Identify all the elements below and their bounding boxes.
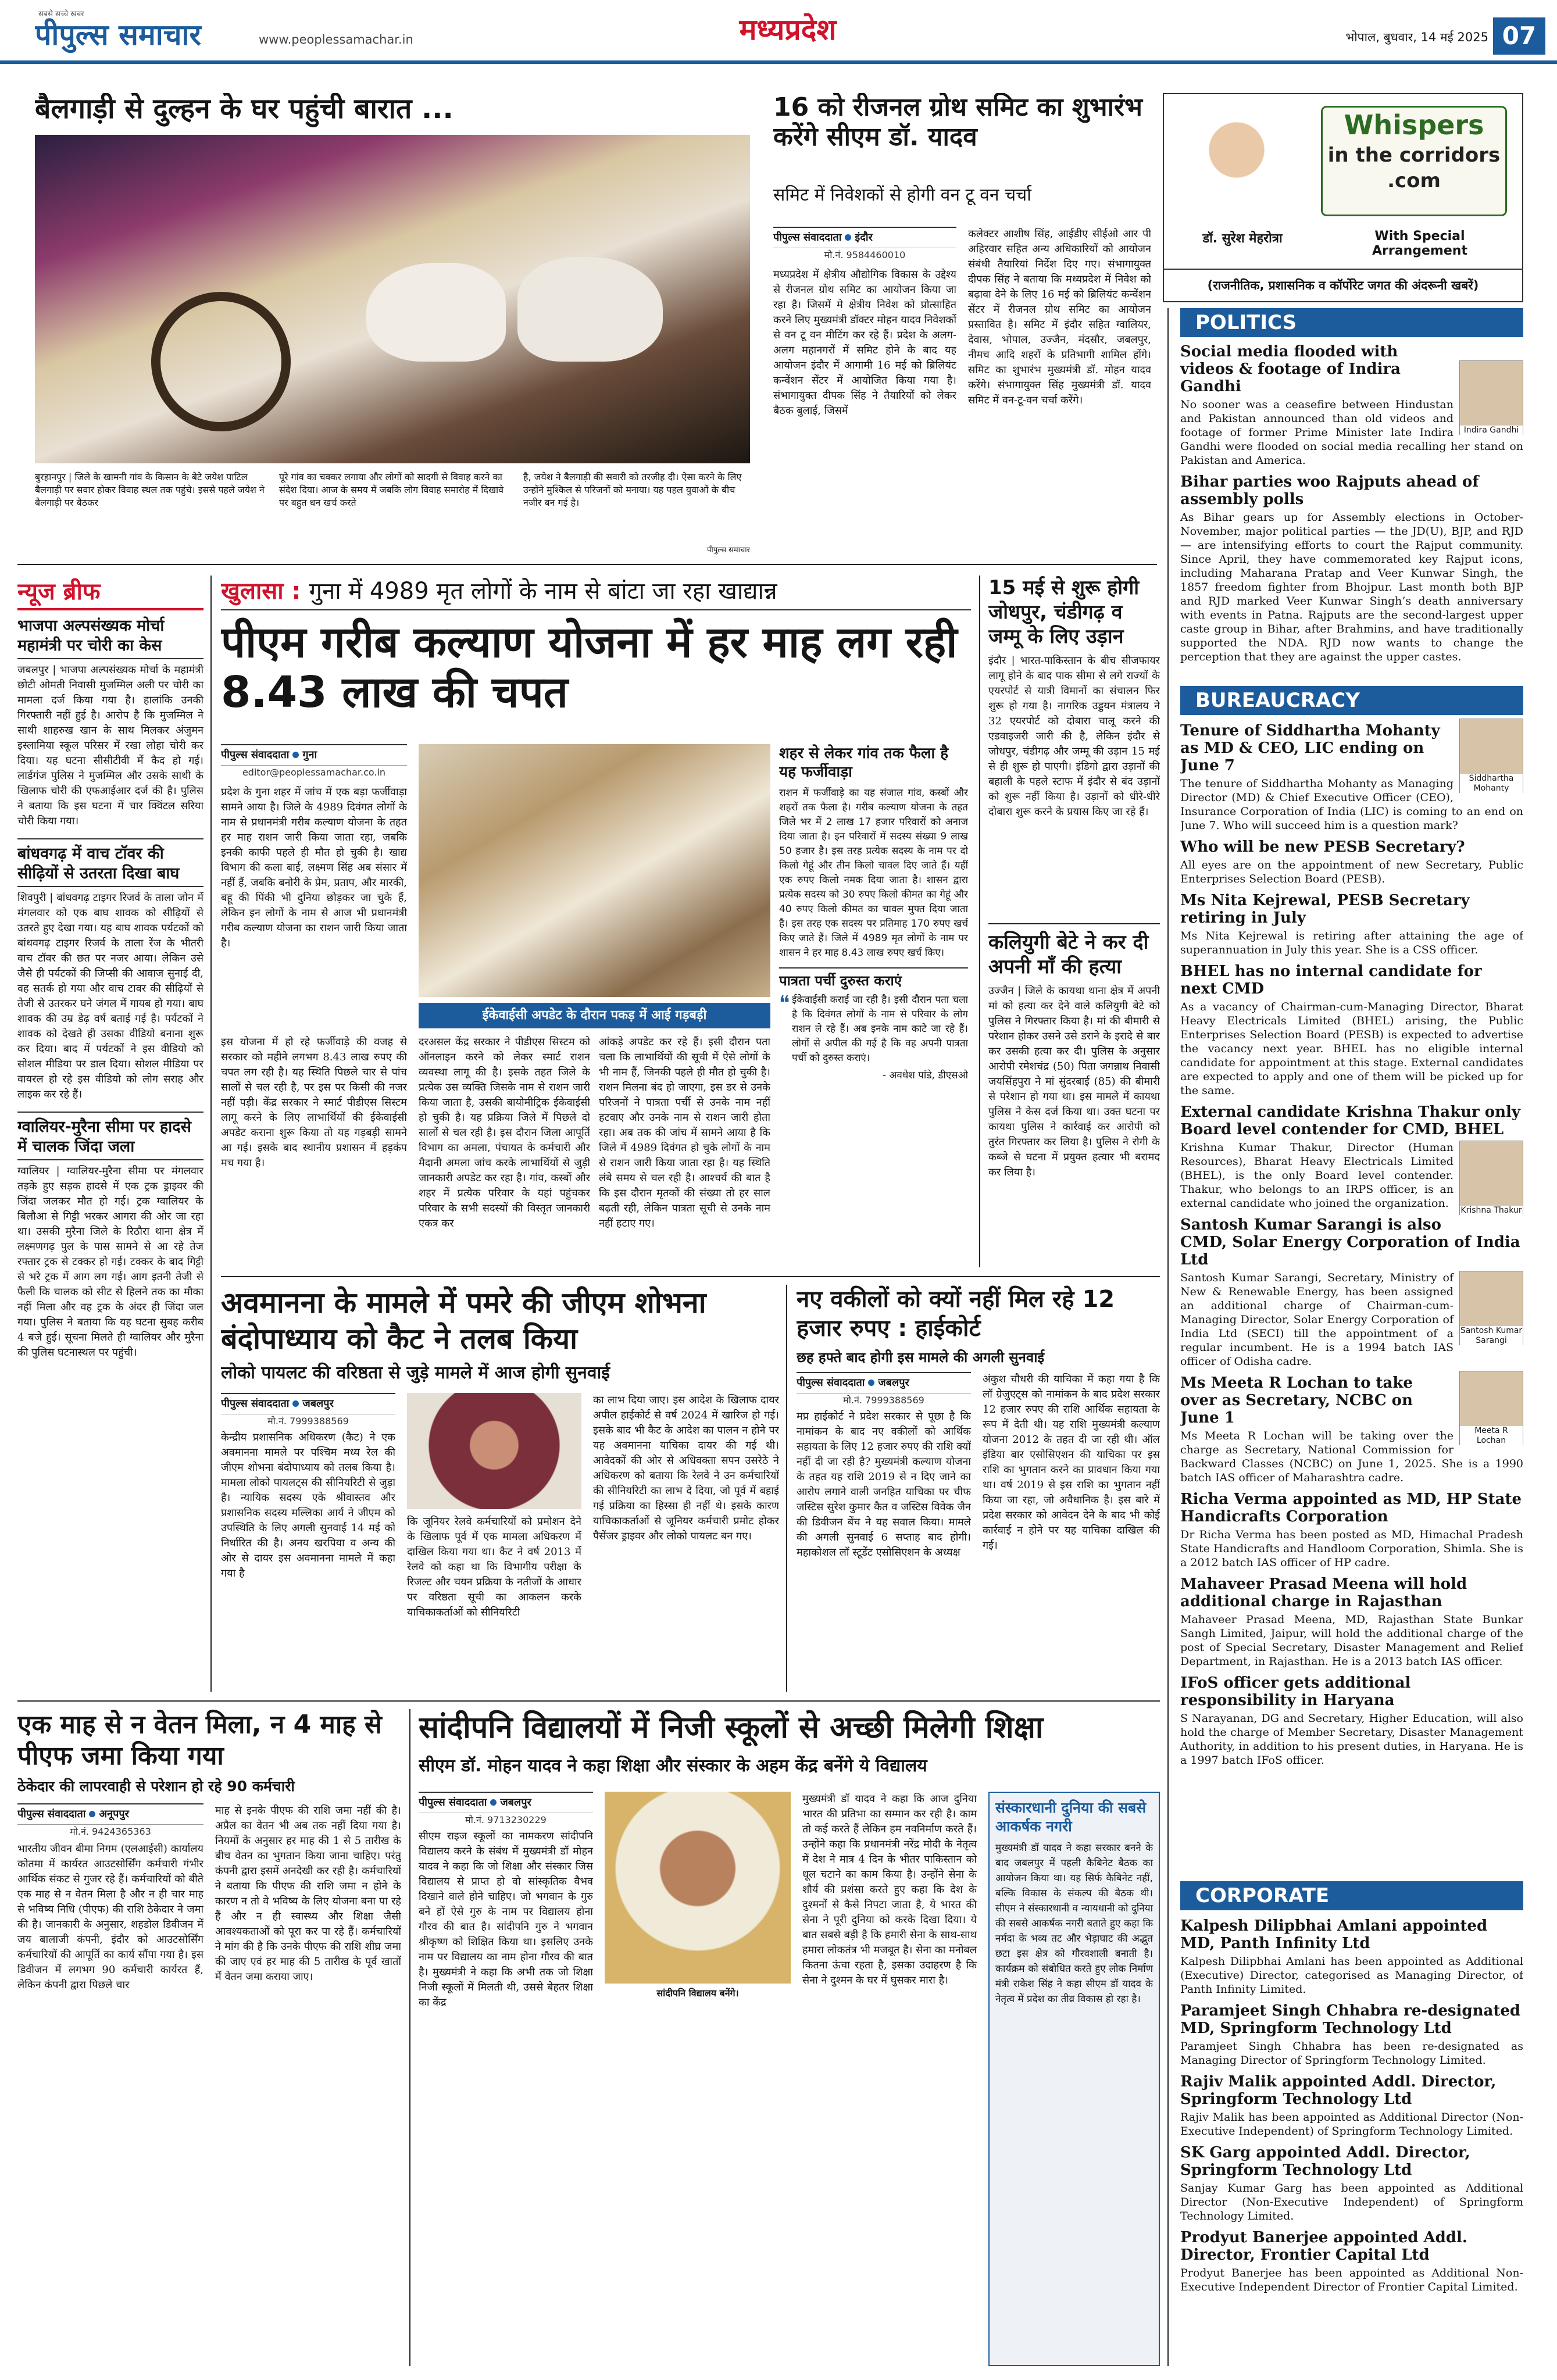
body-col3: मुख्यमंत्री डॉ यादव ने कहा कि आज दुनिया भारत की प्रतिभा का सम्मान कर रही है। काम तो कई करते हैं लेकिन हम नवनिर्माण करते हैं। उन्होंने कहा कि प्रधानमंत्री नरेंद्र मोदी के नेतृत्व में देश ने मात्र 4 दिन के भीतर पाकिस्तान को धूल चटाने का काम किया है। उन्होंने सेना के शौर्य की प्रशंसा करते हुए कहा कि देश के दुश्मनों से कैसे निपटा जाता है, ये भारत की सेना ने पूरी दुनिया को करके दिखा दिया। ये बात सबसे बड़ी है कि हमारी सेना के साथ-साथ हमारा लोकतंत्र भी मजबूत है। सेना का मनोबल कितना ऊंचा रहता है, इसका उदाहरण है कि सेना ने दुश्मन के घर में घुसकर मारा है। bbox=[802, 1793, 977, 1986]
brief-3-body: ग्वालियर | ग्वालियर-मुरैना सीमा पर मंगलवार तड़के हुए सड़क हादसे में एक ट्रक ड्राइवर की जिंदा जलकर मौत हो गई। ट्रक ग्वालियर के बिलौआ से गिट्टी भरकर आगरा की ओर जा रहा था। उसकी मुरैना जिले के रिठौरा थाना क्षेत्र में लक्ष्मणगढ़ पुल के पास सामने से आ रहे तेज रफ्तार ट्रक से टक्कर हो गई। टक्कर के बाद गिट्टी से भरे ट्रक में आग लग गई। आग इतनी तेजी से फैली कि चालक को सीट से हिलने तक का मौका नहीं मिला और वह ट्रक के अंदर ही जिंदा जल गया। पुलिस ने बताया कि यह घटना सुबह करीब 4 बजे हुई। सूचना मिलते ही ग्वालियर और मुरैना की पुलिस घटनास्थल पर पहुंची। bbox=[17, 1165, 203, 1359]
headline: पीएम गरीब कल्याण योजना में हर माह लग रही 8.43 लाख की चपत bbox=[221, 617, 958, 717]
indira-gandhi-photo bbox=[1459, 360, 1523, 435]
siddhartha-mohanty-photo bbox=[1459, 719, 1523, 793]
bullock-left bbox=[366, 263, 506, 362]
photo-caption: Indira Gandhi bbox=[1460, 426, 1523, 435]
news-brief bbox=[17, 576, 203, 1692]
headline: 16 को रीजनल ग्रोथ समिट का शुभारंभ करेंगे सीएम डॉ. यादव bbox=[773, 93, 1142, 152]
bureaucracy-item-4-body: As a vacancy of Chairman-cum-Managing Director, Bharat Heavy Electricals Limited (BHEL) arising, the Public Enterprises Selection Board (PESB) is expected to advertise the vacancy next year. BHEL has no eligible internal candidate for appointment at this stage. External candidates are expected to apply and one of them will be picked up for the same. bbox=[1180, 1000, 1523, 1097]
bureaucracy-item-1-title: Tenure of Siddhartha Mohanty as MD & CEO, LIC ending on June 7 bbox=[1180, 722, 1440, 774]
corporate-item-2-body: Paramjeet Singh Chhabra has been re-designated as Managing Director of Springform Technology Limited. bbox=[1180, 2040, 1523, 2067]
bullet-icon bbox=[845, 234, 851, 241]
byline-block bbox=[17, 1803, 203, 1839]
bureaucracy-item-5-title: External candidate Krishna Thakur only Board level contender for CMD, BHEL bbox=[1180, 1103, 1521, 1138]
bureaucracy-item-3-title: Ms Nita Kejrewal, PESB Secretary retiring in July bbox=[1180, 892, 1470, 927]
wedding-photo bbox=[35, 135, 750, 463]
reporter-email[interactable]: editor@peoplessamachar.co.in bbox=[242, 767, 386, 778]
sidebar-body: मुख्यमंत्री डॉ यादव ने कहा सरकार बनने के बाद जबलपुर में पहली कैबिनेट बैठक का आयोजन किया था। यह सिर्फ कैबिनेट नहीं, बल्कि विकास के संकल्प की बैठक थी। सीएम ने संस्कारधानी व न्यायधानी को दुनिया की सबसे आकर्षक नगरी बताते हुए कहा कि नर्मदा के भव्य तट और भेड़ाघाट की अद्भुत छटा इस क्षेत्र को गौरवशाली बनाती है। कार्यक्रम को संबोधित करते हुए लोक निर्माण मंत्री राकेश सिंह ने कहा सीएम डॉ यादव के नेतृत्व में प्रदेश का तीव्र विकास हो रहा है। bbox=[995, 1842, 1153, 2005]
byline bbox=[773, 227, 956, 248]
story-ration-fraud bbox=[221, 576, 971, 1267]
byline-name: पीपुल्स संवाददाता bbox=[773, 231, 842, 244]
grain-photo bbox=[419, 744, 770, 997]
politics-item-1-body: No sooner was a ceasefire between Hindustan and Pakistan announced than old videos and footage of former Prime Minister late Indira Gandhi were flooded on social media recalling her stand on Pakistan and America. bbox=[1180, 398, 1523, 467]
politics-item-2-body: As Bihar gears up for Assembly elections in October-November, major political parties — the JD(U), BJP, and RJD — are intensifying efforts to court the Rajput community. Since April, they have commemorated key Rajput icons, including Maharana Pratap and Veer Kunwar Singh, the 1857 freedom fighter from Bhojpur. Last month both BJP and RJD marked Veer Kunwar Singh’s death anniversary with events in Patna. Rajputs are the second-largest upper caste group in Bihar, after Brahmins, and have traditionally supported the NDA. RJD now wants to change the perception that they are against the upper castes. bbox=[1180, 511, 1523, 663]
byline-name: पीपुल्स संवाददाता bbox=[221, 749, 290, 761]
byline-place: जबलपुर bbox=[302, 1398, 334, 1410]
byline-place: इंदौर bbox=[855, 231, 873, 244]
bureaucracy-item-2-body: All eyes are on the appointment of new Secretary, Public Enterprises Selection Board (PESB). bbox=[1180, 859, 1523, 885]
krishna-thakur-photo bbox=[1459, 1141, 1523, 1215]
bureaucracy-item-3-body: Ms Nita Kejrewal is retiring after attaining the age of superannuation in July this year. She is a CSS officer. bbox=[1180, 930, 1523, 956]
bureaucracy-item-6-body: Santosh Kumar Sarangi, Secretary, Ministry of New & Renewable Energy, has been assigned an additional charge of Chairman-cum-Managing Director, Solar Energy Corporation of India Ltd (SECI) till the appointment of a regular incumbent. He is a 1994 batch IAS officer of Odisha cadre. bbox=[1180, 1271, 1454, 1368]
body-col4: आंकड़े अपडेट कर रहे हैं। इसी दौरान पता चला कि लाभार्थियों की सूची में ऐसे लोगों के भी नाम हैं, जिनकी पहले ही मौत हो चुकी है। राशन मिलना बंद हो जाएगा, इस डर से उनके परिजनों ने पात्रता पर्ची से उनके नाम नहीं हटवाए और उनके नाम से राशन जारी होता रहा। अब तक की जांच में सामने आया है कि जिले में 4989 दिवंगत हो चुके लोगों के नाम से राशन जारी किया जाता रहा है। यह स्थिति लंबे समय से चल रही है। आश्चर्य की बात है कि इस दौरान मृतकों की संख्या तो हर साल बढ़ती रही, लेकिन पात्रता सूची से उनके नाम नहीं हटाए गए। bbox=[599, 1036, 770, 1230]
brief-1-body: जबलपुर | भाजपा अल्पसंख्यक मोर्चा के महामंत्री छोटी ओमती निवासी मुजम्मिल अली पर चोरी का मामला दर्ज किया गया है। हालांकि उनकी गिरफ्तारी नहीं हुई है। आरोप है कि मुजम्मिल ने साथी शाहरुख खान के साथ मिलकर अंजुमन इस्लामिया स्कूल परिसर में रखा लोहा चोरी कर दिया। यह घटना सीसीटीवी में कैद हो गई। लार्डगंज पुलिस ने मुजम्मिल और उसके साथी के खिलाफ चोरी की एफआईआर दर्ज की है। पुलिस ने बताया कि इस घटना में चार क्विंटल सरिया चोरी किया गया। bbox=[17, 664, 203, 827]
author-photo bbox=[1181, 106, 1292, 222]
bureaucracy-item-5-body: Krishna Kumar Thakur, Director (Human Resources), Bharat Heavy Electricals Limited (BHEL), is the only Board level contender. Thakur, who belongs to an IRPS officer, is an external candidate who joined the organization. bbox=[1180, 1141, 1454, 1210]
headline: सांदीपनि विद्यालयों में निजी स्कूलों से अच्छी मिलेगी शिक्षा bbox=[419, 1710, 1044, 1745]
body-col1: सीएम राइज स्कूलों का नामकरण सांदीपनि विद्यालय करने के संबंध में मुख्यमंत्री डॉ मोहन यादव ने कहा कि जो शिक्षा और संस्कार जिस विद्यालय से प्राप्त हो वो सांस्कृतिक वैभव दिखाने वाले होने चाहिए। जो भगवान के गुरु बने हों ऐसे गुरु के नाम पर विद्यालय होना गौरव की बात है। सांदीपनि गुरु ने भगवान श्रीकृष्ण को शिक्षित किया था। इसलिए उनके नाम पर विद्यालय का नाम होना गौरव की बात है। मुख्यमंत्री ने कहा कि अभी तक जो शिक्षा निजी स्कूलों में मिलती थी, उससे बेहतर शिक्षा का केंद्र bbox=[419, 1830, 593, 2009]
story-sandipani-schools bbox=[419, 1709, 1160, 2366]
paper-logo-text: पीपुल्स समाचार bbox=[35, 18, 201, 52]
bullet-icon bbox=[292, 1400, 299, 1407]
body: इंदौर | भारत-पाकिस्तान के बीच सीजफायर लागू होने के बाद पाक सीमा से लगे राज्यों के एयरपोर्ट से यात्री विमानों का संचालन फिर शुरू हो गया है। नागरिक उड्डयन मंत्रालय ने 32 एयरपोर्ट को दोबारा चालू करने की एडवाइजरी जारी की है, लेकिन इंदौर से जोधपुर, चंडीगढ़ और जम्मू की उड़ान 15 मई से ही शुरू हो पाएगी। इंडिगो द्वारा उड़ानों की बहाली के पहले स्टाफ में इंदौर से बंद उड़ानों को शुरू नहीं किया है। उड़ानों को धीरे-धीरे दोबारा शुरू करने के प्रयास किए जा रहे हैं। bbox=[988, 655, 1160, 818]
body-col1: केन्द्रीय प्रशासनिक अधिकरण (कैट) ने एक अवमानना मामले पर पश्चिम मध्य रेल की जीएम शोभना बंदोपाध्याय को तलब किया है। मामला लोको पायलट्स की सीनियरिटी से जुड़ा है। न्यायिक सदस्य एके श्रीवास्तव और प्रशासनिक सदस्य मल्लिका आर्य ने जीएम को उपस्थिति के लिए अगली सुनवाई 14 मई को निर्धारित की है। अनय खरपिया व अन्य की ओर से दायर इस अवमानना मामले में कहा गया है bbox=[221, 1431, 395, 1579]
kicker-label: खुलासा : bbox=[221, 578, 301, 605]
brief-2-title: बांधवगढ़ में वाच टॉवर की सीढ़ियों से उतरता दिखा बाघ bbox=[17, 838, 203, 887]
politics-item-2-title: Bihar parties woo Rajputs ahead of assembly polls bbox=[1180, 473, 1479, 508]
body-col1: प्रदेश के गुना शहर में जांच में एक बड़ा फर्जीवाड़ा सामने आया है। जिले के 4989 दिवंगत लोगों के नाम से प्रधानमंत्री गरीब कल्याण योजना के तहत हर माह राशन जारी किया जाता रहा, जबकि इनकी काफी पहले ही मौत हो चुकी है। खाद्य विभाग की कला बाई, लक्ष्मण सिंह अब संसार में नहीं हैं, जबकि बनोरी के प्रेम, प्रताप, और मारकी, बहू की पिंकी भी दुनिया छोड़कर जा चुके हैं, लेकिन इन लोगों के नाम से आज भी प्रधानमंत्री गरीब कल्याण योजना का राशन जारी किया जाता है। bbox=[221, 786, 407, 949]
sidebar-body: राशन में फर्जीवाड़े का यह संजाल गांव, कस्बों और शहरों तक फैला है। गरीब कल्याण योजना के तहत जिले भर में 2 लाख 17 हजार परिवारों को अनाज दिया जाता है। इन परिवारों में सदस्य संख्या 9 लाख 50 हजार है। इस तरह प्रत्येक सदस्य के नाम पर दो किलो गेहूं और तीन किलो चावल दिए जाते हैं। यहीं एक रुपए किलो नमक दिया जाता है। शासन द्वारा प्रत्येक सदस्य को 30 रुपए किलो कीमत का गेहूं और 40 रुपए किलो कीमत का चावल मुफ्त दिया जाता है। इस तरह एक सदस्य पर प्रतिमाह 170 रुपए खर्च किए जाते हैं। जिले में 4989 मृत लोगों के नाम पर शासन ने हर माह 8.43 लाख रुपए खर्च किए। bbox=[779, 787, 968, 959]
story-unpaid-workers bbox=[17, 1709, 401, 2366]
column-rule-right bbox=[1167, 308, 1169, 2366]
byline bbox=[419, 1792, 593, 1813]
rule-lower-band bbox=[17, 1700, 1160, 1702]
deck: सीएम डॉ. मोहन यादव ने कहा शिक्षा और संस्कार के अहम केंद्र बनेंगे ये विद्यालय bbox=[419, 1756, 927, 1776]
byline-name: पीपुल्स संवाददाता bbox=[17, 1808, 86, 1820]
corporate-item-5-body: Prodyut Banerjee has been appointed as Additional Non-Executive Independent Director of Frontier Capital Limited. bbox=[1180, 2267, 1523, 2293]
site-url[interactable]: www.peoplessamachar.in bbox=[259, 33, 413, 47]
bullet-icon bbox=[292, 752, 299, 758]
story-flights bbox=[988, 576, 1160, 924]
byline-place: अनूपपुर bbox=[99, 1808, 129, 1820]
deck: ठेकेदार की लापरवाही से परेशान हो रहे 90 कर्मचारी bbox=[17, 1778, 295, 1795]
deck: छह हफ्ते बाद होगी इस मामले की अगली सुनवाई bbox=[797, 1349, 1045, 1366]
quote-source: - अवधेश पांडे, डीएसओ bbox=[882, 1070, 968, 1081]
body-col2: कलेक्टर आशीष सिंह, आईडीए सीईओ आर पी अहिरवार सहित अन्य अधिकारियों को आयोजन संबंधी तैयारियां निर्देश दिए गए। संभागायुक्त दीपक सिंह ने बताया कि मध्यप्रदेश में निवेश को बढ़ावा देने के लिए 16 मई को ब्रिलियंट कन्वेंशन सेंटर में रीजनल ग्रोथ समिट का आयोजन प्रस्तावित है। समिट में इंदौर सहित ग्वालियर, देवास, भोपाल, उज्जैन, मंदसौर, जबलपुर, नीमच आदि शहरों के प्रतिभागी शामिल होंगे। समिट का शुभारंभ मुख्यमंत्री डॉ. मोहन यादव करेंगे। संभागायुक्त सिंह मुख्यमंत्री डॉ. यादव समिट में वन-टू-वन चर्चा करेंगे। bbox=[968, 228, 1151, 406]
bureaucracy-item-6-title: Santosh Kumar Sarangi is also CMD, Solar Energy Corporation of India Ltd bbox=[1180, 1216, 1520, 1268]
byline bbox=[221, 744, 407, 766]
sidebar-title-2: पात्रता पर्ची दुरुस्त कराएं bbox=[779, 967, 968, 989]
reporter-mobile: मो.नं. 9713230229 bbox=[465, 1814, 547, 1825]
bureaucracy-item-1-body: The tenure of Siddhartha Mohanty as Managing Director (MD) & Chief Executive Officer (CEO), Insurance Corporation of India (LIC) is coming to an end on June 7. Who will succeed him is a question mark? bbox=[1180, 777, 1523, 832]
reporter-mobile: मो.नं. 7999388569 bbox=[267, 1416, 349, 1427]
section-title: मध्यप्रदेश bbox=[739, 13, 837, 47]
caption-col1: बुरहानपुर | जिले के खामनी गांव के किसान के बेटे जयेश पाटिल बैलगाड़ी पर सवार होकर विवाह स्थल तक पहुंचे। इससे पहले जयेश ने बैलगाड़ी पर बैठकर bbox=[35, 471, 265, 508]
story-bullock-cart bbox=[35, 93, 750, 558]
headline: अवमानना के मामले में पमरे की जीएम शोभना बंदोपाध्याय को कैट ने तलब किया bbox=[221, 1286, 706, 1356]
corporate-item-4-title: SK Garg appointed Addl. Director, Springform Technology Ltd bbox=[1180, 2144, 1470, 2179]
body-col2: कि जूनियर रेलवे कर्मचारियों को प्रमोशन देने के खिलाफ पूर्व में एक मामला अधिकरण में दाखिल किया गया था। कैट ने वर्ष 2013 में रेलवे को कहा था कि विभागीय परीक्षा के रिजल्ट और चयन प्रक्रिया के नतीजों के आधार पर वरिष्ठता सूची का आकलन करके याचिकाकर्ताओं को सीनियरिटी bbox=[407, 1516, 581, 1618]
column-rule-mid bbox=[979, 576, 980, 1267]
reporter-mobile: मो.नं. 9584460010 bbox=[824, 249, 906, 260]
photo-caption: Siddhartha Mohanty bbox=[1460, 774, 1523, 794]
photo-caption: Santosh Kumar Sarangi bbox=[1460, 1326, 1523, 1345]
byline-place: गुना bbox=[302, 749, 317, 761]
bureaucracy-item-2-title: Who will be new PESB Secretary? bbox=[1180, 838, 1465, 856]
byline-block bbox=[797, 1372, 971, 1407]
photo-credit: पीपुल्स समाचार bbox=[707, 546, 750, 555]
body-col1: मध्यप्रदेश में क्षेत्रीय औद्योगिक विकास के उद्देश्य से रीजनल ग्रोथ समिट का आयोजन किया जा रहा है। जिसमें मे क्षेत्रीय निवेश को प्रोत्साहित करने लिए मुख्यमंत्री डॉक्टर मोहन यादव निवेशकों से वन टू वन मीटिंग कर रहे हैं। प्रदेश के अलग-अलग महानगरों में समिट होने के बाद यह आयोजन इंदौर में आगामी 16 मई को ब्रिलियंट कन्वेंशन सेंटर में आयोजित किया गया है। संभागायुक्त दीपक सिंह ने तैयारियों को लेकर बैठक बुलाई, जिसमें bbox=[773, 269, 956, 417]
logo-line2: in the corridors bbox=[1327, 144, 1501, 167]
masthead bbox=[0, 0, 1557, 64]
body-col2: माह से इनके पीएफ की राशि जमा नहीं की है। अप्रैल का वेतन भी अब तक नहीं दिया गया है। नियमों के अनुसार हर माह की 1 से 5 तारीख के बीच वेतन का भुगतान किया जाना चाहिए। परंतु कंपनी द्वारा इसमें अनदेखी कर रही है। कर्मचारियों ने बताया कि पीएफ की राशि जमा न होने के कारण न तो वे भविष्य के लिए योजना बना पा रहे हैं और न ही स्वास्थ्य और शिक्षा जैसी आवश्यकताओं को पूरा कर पा रहे हैं। कर्मचारियों ने मांग की है कि उनके पीएफ की राशि शीघ्र जमा की जाए एवं हर माह की 5 तारीख के पूर्व खातों में वेतन जमा कराया जाए। bbox=[215, 1804, 401, 1983]
byline-name: पीपुल्स संवाददाता bbox=[797, 1377, 865, 1389]
kicker-text: गुना में 4989 मृत लोगों के नाम से बांटा जा रहा खाद्यान्न bbox=[309, 578, 777, 605]
story-growth-summit bbox=[773, 93, 1151, 558]
headline: एक माह से न वेतन मिला, न 4 माह से पीएफ जमा किया गया bbox=[17, 1710, 382, 1771]
rule-under-top bbox=[17, 564, 1157, 565]
bureaucracy-item-9-body: Mahaveer Prasad Meena, MD, Rajasthan State Bunkar Sangh Limited, Jaipur, will hold the additional charge of the post of Special Secretary, Disaster Management and Relief Department, in Rajasthan. He is a 2013 batch IAS officer. bbox=[1180, 1613, 1523, 1668]
whispers-header bbox=[1163, 93, 1523, 302]
page-number: 07 bbox=[1493, 17, 1545, 55]
meeta-lochan-photo bbox=[1459, 1371, 1523, 1445]
headline: नए वकीलों को क्यों नहीं मिल रहे 12 हजार रुपए : हाईकोर्ट bbox=[797, 1286, 1115, 1342]
sidebar-title: शहर से लेकर गांव तक फैला है यह फर्जीवाड़ा bbox=[779, 745, 949, 781]
gm-photo bbox=[407, 1393, 581, 1509]
story-new-lawyers bbox=[797, 1285, 1160, 1692]
sidebar-title: संस्कारधानी दुनिया की सबसे आकर्षक नगरी bbox=[995, 1799, 1147, 1835]
bureaucracy-item-7-title: Ms Meeta R Lochan to take over as Secretary, NCBC on June 1 bbox=[1180, 1374, 1413, 1427]
arrangement: With Special Arrangement bbox=[1372, 229, 1467, 258]
body-col1: भारतीय जीवन बीमा निगम (एलआईसी) कार्यालय कोतमा में कार्यरत आउटसोर्सिंग कर्मचारी गंभीर आर्थिक संकट से गुजर रहे हैं। कर्मचारियों को बीते एक माह से न वेतन मिला है और न ही चार माह से भविष्य निधि (पीएफ) की राशि ठेकेदार ने जमा की है। जानकारी के अनुसार, शहडोल डिवीजन में जय बालाजी कंपनी, इंदौर को आउटसोर्सिंग कर्मचारियों की आपूर्ति का कार्य सौंपा गया है। इस डिवीजन में लगभग 90 कर्मचारी कार्यरत हैं, लेकिन कंपनी द्वारा पिछले चार bbox=[17, 1843, 203, 1991]
deck: समिट में निवेशकों से होगी वन टू वन चर्चा bbox=[773, 185, 1031, 205]
bullet-icon bbox=[490, 1799, 497, 1806]
byline-place: जबलपुर bbox=[878, 1377, 909, 1389]
bureaucracy-items bbox=[1180, 716, 1523, 1877]
story-cat-contempt bbox=[221, 1285, 779, 1692]
bureaucracy-item-8-title: Richa Verma appointed as MD, HP State Handicrafts Corporation bbox=[1180, 1491, 1522, 1525]
bullet-icon bbox=[89, 1811, 95, 1817]
news-brief-title: न्यूज ब्रीफ bbox=[17, 576, 203, 610]
byline-name: पीपुल्स संवाददाता bbox=[419, 1796, 487, 1809]
byline bbox=[17, 1803, 203, 1825]
column-rule-left bbox=[210, 576, 212, 1692]
corporate-items bbox=[1180, 1911, 1523, 2365]
santosh-sarangi-photo bbox=[1459, 1271, 1523, 1345]
byline bbox=[797, 1372, 971, 1393]
bureaucracy-item-9-title: Mahaveer Prasad Meena will hold additional charge in Rajasthan bbox=[1180, 1575, 1467, 1610]
quote-text: ईकेवाईसी कराई जा रही है। इसी दौरान पता चला है कि दिवंगत लोगों के नाम से परिवार के लोग राशन ले रहे हैं। अब इनके नाम काटे जा रहे हैं। लोगों से अपील की गई है कि वह अपनी पात्रता पर्ची को दुरुस्त कराएं। bbox=[792, 994, 968, 1064]
reporter-mobile: मो.नं. 7999388569 bbox=[843, 1395, 924, 1406]
quote-icon: ❝ bbox=[779, 992, 790, 1015]
corporate-item-1-title: Kalpesh Dilipbhai Amlani appointed MD, Panth Infinity Ltd bbox=[1180, 1917, 1488, 1952]
banner bbox=[419, 1003, 770, 1028]
kicker bbox=[221, 576, 971, 610]
body-col2: इस योजना में हो रहे फर्जीवाड़े की वजह से सरकार को महीने लगभग 8.43 लाख रुपए की चपत लग रही है। यह स्थिति पिछले चार से पांच सालों से चल रही है, पर इस पर किसी की नजर नहीं पड़ी। केंद्र सरकार ने स्मार्ट पीडीएस सिस्टम लागू करने के लिए लाभार्थियों की ईकेवाईसी अपडेट कराना शुरू किया तो यह गड़बड़ी सामने आ गई। इसके बाद स्थानीय प्रशासन में हड़कंप मच गया है। bbox=[221, 1036, 407, 1169]
body: उज्जैन | जिले के कायथा थाना क्षेत्र में अपनी मां को हत्या कर देने वाले कलियुगी बेटे को पुलिस ने गिरफ्तार किया है। मां की बीमारी से परेशान होकर उसने उसे डराने के इरादे से बार कर उसकी हत्या कर दी। पुलिस के अनुसार आरोपी रमेशचंद्र (50) पिता जगन्नाथ निवासी जयसिंहपुरा ने मां सुंदरबाई (85) की बीमारी से परेशान हो गया था। इस मामले में कायथा पुलिस ने केस दर्ज किया था। उक्त घटना पर कायथा पुलिस ने कार्रवाई कर आरोपी को तुरंत गिरफ्तार कर लिया है। पुलिस ने रोगी के कब्जे से घटना में प्रयुक्त हत्यार भी बरामद कर लिया है। bbox=[988, 985, 1160, 1178]
whispers-tagline: (राजनीतिक, प्रशासनिक व कॉर्पोरेट जगत की अंदरूनी खबरें) bbox=[1164, 269, 1522, 301]
corporate-item-1-body: Kalpesh Dilipbhai Amlani has been appointed as Additional (Executive) Director, categorised as Managing Director, of Panth Infinity Limited. bbox=[1180, 1955, 1523, 1996]
photo-caption: सांदीपनि विद्यालय बनेंगे। bbox=[656, 1988, 739, 1999]
caption-col2: पूरे गांव का चक्कर लगाया और लोगों को सादगी से विवाह करने का संदेश दिया। आज के समय में जबकि लोग विवाह समारोह में दिखावे पर बहुत धन खर्च करते bbox=[279, 471, 504, 508]
bureaucracy-item-10-title: IFoS officer gets additional responsibility in Haryana bbox=[1180, 1674, 1411, 1709]
byline-name: पीपुल्स संवाददाता bbox=[221, 1398, 290, 1410]
bureaucracy-item-8-body: Dr Richa Verma has been posted as MD, Himachal Pradesh State Handicrafts and Handloom Corporation, Shimla. She is a 2012 batch IAS officer of HP cadre. bbox=[1180, 1528, 1523, 1569]
politics-items bbox=[1180, 337, 1523, 680]
politics-header: POLITICS bbox=[1180, 308, 1523, 337]
section-name bbox=[692, 8, 884, 55]
reporter-mobile: मो.नं. 9424365363 bbox=[70, 1826, 151, 1837]
paper-logo bbox=[35, 8, 256, 55]
corporate-item-3-body: Rajiv Malik has been appointed as Additional Director (Non-Executive Independent) of Springform Technology Limited. bbox=[1180, 2111, 1523, 2138]
column-rule-lower bbox=[409, 1709, 410, 2366]
cart-wheel bbox=[151, 292, 291, 431]
brief-1-title: भाजपा अल्पसंख्यक मोर्चा महामंत्री पर चोरी का केस bbox=[17, 616, 203, 659]
caption-col3: है, जयेश ने बैलगाड़ी की सवारी को तरजीह दी। ऐसा करने के लिए उन्होंने मुश्किल से परिजनों को मनाया। यह पहल युवाओं के बीच नजीर बन गई है। bbox=[523, 471, 742, 508]
column-rule-mid-2 bbox=[786, 1285, 787, 1692]
body-col3: दरअसल केंद्र सरकार ने पीडीएस सिस्टम को ऑनलाइन करने को लेकर स्मार्ट राशन व्यवस्था लागू की है। इसके तहत जिले के प्रत्येक उस व्यक्ति जिसके नाम से राशन जारी किया जाता है, उसकी बायोमीट्रिक ईकेवाईसी हो चुकी है। यह प्रक्रिया जिले में पिछले दो सालों से चल रही है। इस दौरान जिला आपूर्ति विभाग का अमला, पंचायत के कर्मचारी और मैदानी अमला जांच करके लाभार्थियों से जुड़ी जानकारी अपडेट कर रहा है। गांव, कस्बों और शहर में प्रत्येक परिवार के यहां पहुंचकर परिवार के सभी सदस्यों की विस्तृत जानकारी एकत्र कर bbox=[419, 1036, 590, 1230]
bureaucracy-item-7-body: Ms Meeta R Lochan will be taking over the charge as Secretary, National Commission for Backward Classes (NCBC) on June 1, 2025. She is a 1990 batch IAS officer of Maharashtra cadre. bbox=[1180, 1430, 1523, 1484]
sidebar-sanskardhani bbox=[988, 1792, 1160, 2366]
whispers-logo bbox=[1321, 106, 1507, 216]
politics-item-1-title: Social media flooded with videos & footage of Indira Gandhi bbox=[1180, 343, 1401, 395]
logo-line3: .com bbox=[1387, 169, 1441, 192]
body-col3: का लाभ दिया जाए। इस आदेश के खिलाफ दायर अपील हाईकोर्ट से वर्ष 2024 में खारिज हो गई। इसके बाद भी कैट के आदेश का पालन न होने पर यह अवमानना याचिका दायर की गई थी। आवेदकों की ओर से अधिवक्ता सपन उसरेठे ने अधिकरण को बताया कि रेलवे ने उन कर्मचारियों की सीनियरिटी का लाभ दे दिया, जो पूर्व में बहाई गई प्रक्रिया का हिस्सा ही नहीं थे। इसके कारण याचिकाकर्ताओं से जूनियर कर्मचारी प्रमोट होकर पैसेंजर ड्राइवर और लोको पायलट बन गए। bbox=[593, 1394, 779, 1542]
byline-block bbox=[221, 744, 407, 780]
logo-line1: Whispers bbox=[1344, 109, 1484, 141]
byline bbox=[221, 1393, 395, 1414]
bureaucracy-item-10-body: S Narayanan, DG and Secretary, Higher Education, will also hold the charge of Member Secretary, Disaster Management Authority, in addition to his present duties, in Haryana. He is a 1997 batch IFoS officer. bbox=[1180, 1712, 1523, 1767]
headline: बैलगाड़ी से दुल्हन के घर पहुंची बारात ... bbox=[35, 93, 453, 125]
banner-text: ईकेवाईसी अपडेट के दौरान पकड़ में आई गड़बड़ी bbox=[482, 1008, 707, 1023]
rule-mid-band bbox=[221, 1276, 1160, 1277]
quote-block bbox=[779, 993, 968, 1081]
corporate-header: CORPORATE bbox=[1180, 1881, 1523, 1910]
story-son-kills-mother bbox=[988, 930, 1160, 1267]
byline-block bbox=[773, 227, 956, 262]
paper-tagline: सबसे सच्चे खबर bbox=[38, 10, 84, 19]
deck: लोको पायलट की वरिष्ठता से जुड़े मामले में आज होगी सुनवाई bbox=[221, 1363, 610, 1383]
photo-caption: Krishna Thakur bbox=[1460, 1206, 1522, 1215]
sidebar-fraud bbox=[779, 744, 968, 1267]
corporate-item-5-title: Prodyut Banerjee appointed Addl. Director, Frontier Capital Ltd bbox=[1180, 2229, 1467, 2264]
bullet-icon bbox=[868, 1380, 874, 1386]
bureaucracy-item-4-title: BHEL has no internal candidate for next CMD bbox=[1180, 963, 1482, 998]
headline: 15 मई से शुरू होगी जोधपुर, चंडीगढ़ व जम्मू के लिए उड़ान bbox=[988, 576, 1140, 648]
corporate-item-3-title: Rajiv Malik appointed Addl. Director, Springform Technology Ltd bbox=[1180, 2073, 1497, 2108]
brief-3-title: ग्वालियर-मुरैना सीमा पर हादसे में चालक जिंदा जला bbox=[17, 1112, 203, 1160]
rule-story-4-5 bbox=[988, 923, 1160, 924]
byline-block bbox=[419, 1792, 593, 1827]
dateline: भोपाल, बुधवार, 14 मई 2025 bbox=[1345, 30, 1488, 44]
corporate-item-4-body: Sanjay Kumar Garg has been appointed as Additional Director (Non-Executive Independent) of Springform Technology Limited. bbox=[1180, 2182, 1523, 2222]
body-col1: मप्र हाईकोर्ट ने प्रदेश सरकार से पूछा है कि नामांकन के बाद नए वकीलों को आर्थिक सहायता के लिए 12 हजार रुपए की राशि क्यों नहीं दी जा रही है? मुख्यमंत्री कल्याण योजना के तहत यह राशि 2019 से न दिए जाने का आरोप लगाने वाली जनहित याचिका पर चीफ जस्टिस सुरेश कुमार कैत व जस्टिस विवेक जैन की डिवीजन बेंच ने यह सवाल किया। मामले की अगली सुनवाई 6 सप्ताह बाद होगी। महाकोशल लॉ स्टूडेंट एसोसिएशन के अध्यक्ष bbox=[797, 1410, 971, 1559]
corporate-item-2-title: Paramjeet Singh Chhabra re-designated MD, Springform Technology Ltd bbox=[1180, 2002, 1521, 2037]
author-name: डॉ. सुरेश मेहरोत्रा bbox=[1202, 231, 1283, 246]
photo-caption: Meeta R Lochan bbox=[1460, 1426, 1523, 1446]
headline: कलियुगी बेटे ने कर दी अपनी माँ की हत्या bbox=[988, 931, 1149, 978]
byline-block bbox=[221, 1393, 395, 1428]
cm-photo bbox=[605, 1792, 791, 1984]
bureaucracy-header: BUREAUCRACY bbox=[1180, 686, 1523, 715]
bullock-right bbox=[517, 257, 663, 362]
byline-place: जबलपुर bbox=[500, 1796, 531, 1809]
body-col2: अंकुश चौधरी की याचिका में कहा गया है कि लॉ ग्रेजुएट्स को नामांकन के बाद प्रदेश सरकार 12 हजार रुपए की राशि आर्थिक सहायता के रूप में देती थी। यह राशि मुख्यमंत्री कल्याण योजना 2012 के तहत दी जा रही थी। ऑल इंडिया बार एसोसिएशन की याचिका पर इस राशि का भुगतान करने का प्रावधान किया गया था। वर्ष 2019 से इस राशि का भुगतान नहीं किया जा रहा, जो अवैधानिक है। इस बारे में प्रदेश सरकार को आवेदन देने के बाद भी कोई कार्रवाई न होने पर यह याचिका दाखिल की गई। bbox=[983, 1373, 1160, 1552]
brief-2-body: शिवपुरी | बांधवगढ़ टाइगर रिजर्व के ताला जोन में मंगलवार को एक बाघ शावक को सीढ़ियों से उतरते हुए देखा गया। यह बाघ शावक पर्यटकों को बांधवगढ़ टाइगर रिजर्व के ताला रेंज के भीतरी वाच टॉवर की छत पर नजर आया। लेकिन उसे जैसे ही पर्यटकों की जिप्सी की आवाज सुनाई दी, वह सतर्क हो गया और वाच टावर की सीढ़ियों से तेजी से उतरकर घने जंगल में गायब हो गया। बाघ शावक की उम्र डेढ़ वर्ष बताई गई है। पर्यटकों ने शावक को देखते ही उसका वीडियो बनाना शुरू कर दिया। बाद में पर्यटकों ने इस वीडियो को सोशल मीडिया पर डाल दिया। सोशल मीडिया पर वायरल हो रहे इस वीडियो को लोग सराह और लाइक कर रहे हैं। bbox=[17, 892, 203, 1100]
